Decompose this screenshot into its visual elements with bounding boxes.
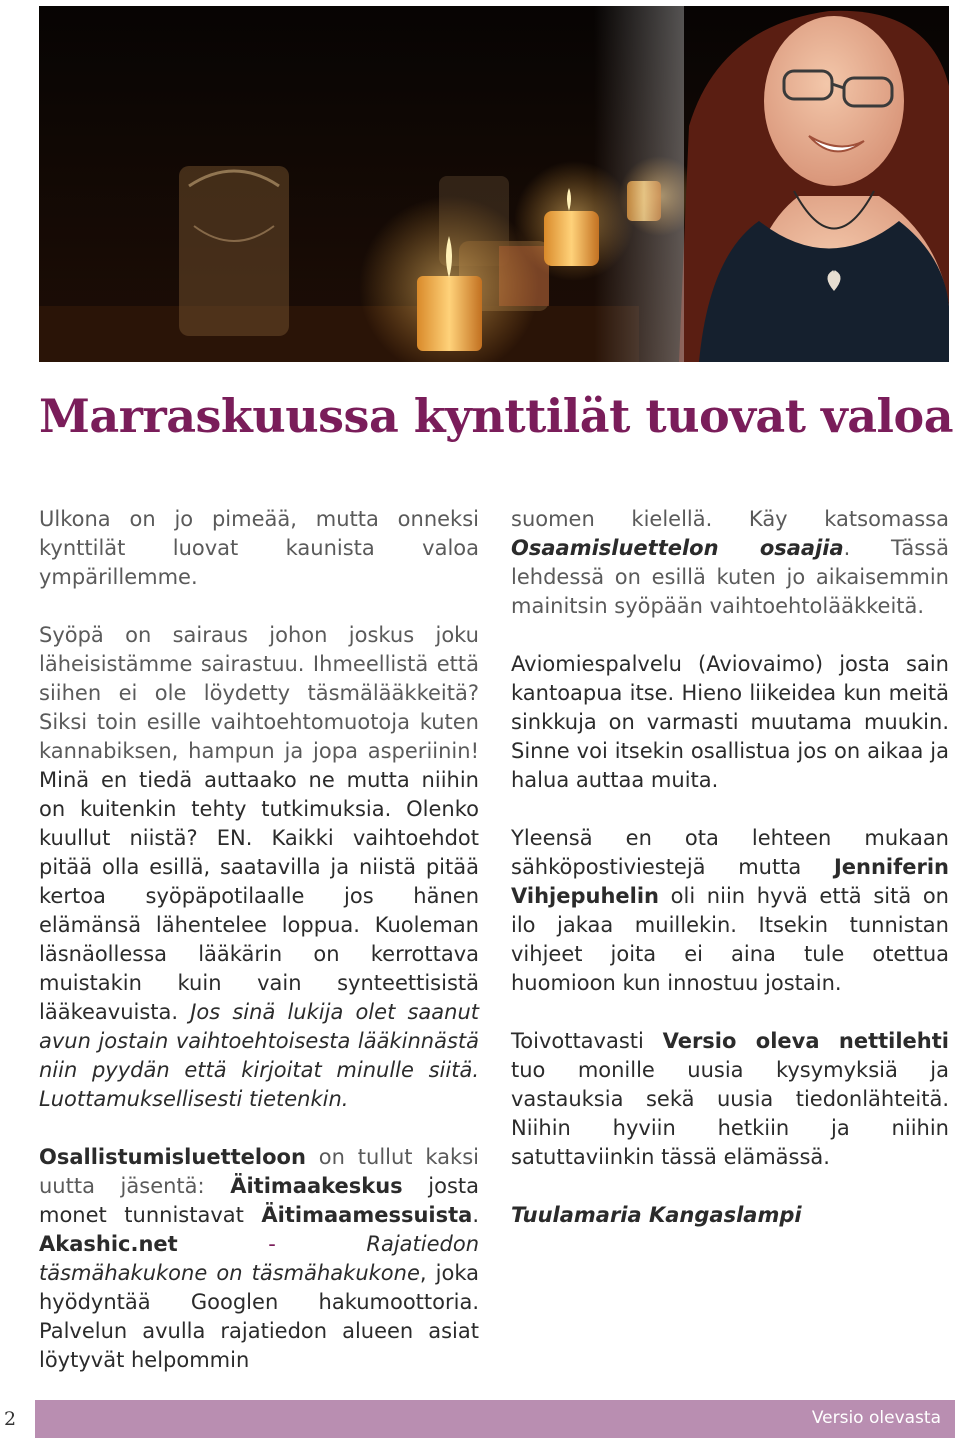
members-text-1: on tullut kaksi uutta jäsentä: <box>39 1145 479 1198</box>
members-text-2: josta monet tunnistavat <box>39 1174 480 1227</box>
tips-text-1: Yleensä en ota lehteen mukaan sähköpostiviestejä mutta <box>511 826 949 879</box>
paragraph-husband-service: Aviomiespalvelu (Aviovaimo) josta sain kantoapua itse. Hieno liikeidea kun meitä sinkkuja on varmasti muutama muukin. Sinne voi itsekin osallistua jos on aikaa ja halua auttaa muita. <box>511 652 949 792</box>
link-osallistumisluettelo[interactable]: Osallistumisluetteloon <box>39 1145 306 1169</box>
paragraph-cancer <box>39 621 479 1114</box>
hero-photo <box>39 6 949 362</box>
closing-bold: Versio oleva nettilehti <box>662 1029 949 1053</box>
paragraph-members <box>39 1143 479 1375</box>
right-column <box>511 505 949 1259</box>
candles-and-portrait-image <box>39 6 949 362</box>
link-akashic-net[interactable]: Akashic.net <box>39 1232 178 1256</box>
link-osaamisluettelo[interactable]: Osaamisluettelon osaajia <box>511 536 844 560</box>
members-text-3: . <box>472 1203 479 1227</box>
footer-bar <box>35 1400 955 1438</box>
members-italic: Rajatiedon täsmähakukone on täsmähakukone <box>39 1232 479 1285</box>
tips-text-2: oli niin hyvä että sitä on ilo jakaa muillekin. Itsekin tunnistan vihjeet joita ei aina tule otettua huomioon kun innostuu jostain. <box>511 884 949 995</box>
paragraph-cancer-text-b: Minä en tiedä auttaako ne mutta niihin on kuitenkin tehty tutkimuksia. Olenko kuullut niistä? EN. Kaikki vaihtoehdot pitää olla esillä, saatavilla ja niistä pitää kertoa syöpäpotilaalle jos hänen elämänsä lähentelee loppua. Kuoleman läsnäollessa lääkärin on kerrottava muistakin kuin vain synteettisistä lääkeavuista. <box>39 768 479 1024</box>
link-aitimaamessut[interactable]: Äitimaamessuista <box>261 1203 473 1227</box>
link-vihjepuhelin[interactable]: Jenniferin Vihjepuhelin <box>511 855 949 908</box>
closing-text-2: tuo monille uusia kysymyksiä ja vastauksia sekä uusia tiedonlähteitä. Niihin hyviin hetkiin ja niihin satuttaviinkin tässä elämässä. <box>511 1058 949 1169</box>
page-footer <box>0 1400 960 1438</box>
publication-name: Versio olevasta <box>811 1408 941 1428</box>
article-title: Marraskuussa kynttilät tuovat valoa <box>39 389 953 443</box>
closing-text-1: Toivottavasti <box>511 1029 663 1053</box>
left-column <box>39 505 479 1404</box>
paragraph-tips <box>511 824 949 998</box>
page-number: 2 <box>4 1408 17 1430</box>
members-text-4: , joka hyödyntää Googlen hakumoottoria. Palvelun avulla rajatiedon alueen asiat löytyvät helpommin <box>39 1261 479 1372</box>
author-signature: Tuulamaria Kangaslampi <box>511 1203 802 1227</box>
paragraph-intro: Ulkona on jo pimeää, mutta onneksi kynttilät luovat kaunista valoa ympärillemme. <box>39 507 479 589</box>
experts-rest: . Tässä lehdessä on esillä kuten jo aikaisemmin mainitsin syöpään vaihtoehtolääkkeitä. <box>511 536 949 618</box>
link-aitimaakeskus[interactable]: Äitimaakeskus <box>230 1174 403 1198</box>
paragraph-cancer-text-a: Syöpä on sairaus johon joskus joku läheisistämme sairastuu. Ihmeellistä että siihen ei ole löydetty täsmälääkkeitä? Siksi toin esille vaihtoehtomuotoja kuten kannabiksen, hampun ja jopa asperiinin! <box>39 623 479 763</box>
paragraph-cancer-italic: Jos sinä lukija olet saanut avun jostain vaihtoehtoisesta lääkinnästä niin pyydän että kirjoitat minulle siitä. Luottamuksellisesti tietenkin. <box>39 1000 479 1111</box>
paragraph-experts <box>511 505 949 621</box>
members-dash: - <box>177 1232 367 1256</box>
paragraph-closing <box>511 1027 949 1172</box>
experts-text: suomen kielellä. Käy katsomassa <box>511 507 949 531</box>
